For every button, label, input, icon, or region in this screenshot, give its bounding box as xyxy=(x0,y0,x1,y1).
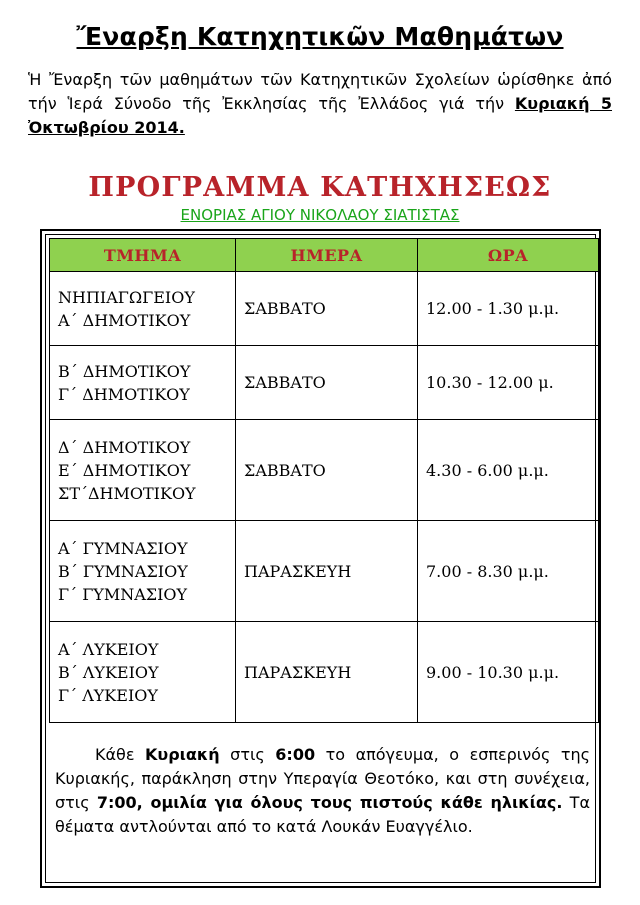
table-row xyxy=(50,521,599,622)
header-day: ΗΜΕΡΑ xyxy=(236,239,418,272)
section-line: Α΄ ΛΥΚΕΙΟΥ xyxy=(58,639,159,659)
note-text: Κάθε xyxy=(95,745,146,764)
time-cell: 4.30 - 6.00 μ.μ. xyxy=(418,420,599,521)
time-cell: 10.30 - 12.00 μ. xyxy=(418,346,599,420)
section-cell xyxy=(50,346,236,420)
time-cell: 12.00 - 1.30 μ.μ. xyxy=(418,272,599,346)
section-line: ΝΗΠΙΑΓΩΓΕΙΟΥ xyxy=(58,287,195,307)
sunday-note xyxy=(55,743,590,839)
section-line: Β΄ ΔΗΜΟΤΙΚΟΥ xyxy=(58,361,191,381)
section-line: Ε΄ ΔΗΜΟΤΙΚΟΥ xyxy=(58,460,191,480)
section-cell xyxy=(50,622,236,723)
section-line: Β΄ ΓΥΜΝΑΣΙΟΥ xyxy=(58,561,188,581)
header-time: ΩΡΑ xyxy=(418,239,599,272)
header-section: ΤΜΗΜΑ xyxy=(50,239,236,272)
note-bold-time: 6:00 xyxy=(275,745,316,764)
day-cell: ΠΑΡΑΣΚΕΥΗ xyxy=(236,622,418,723)
section-line: ΣΤ΄ΔΗΜΟΤΙΚΟΥ xyxy=(58,483,196,503)
schedule-title: ΠΡΟΓΡΑΜΜΑ ΚΑΤΗΧΗΣΕΩΣ xyxy=(88,172,552,203)
time-cell: 7.00 - 8.30 μ.μ. xyxy=(418,521,599,622)
intro-paragraph xyxy=(28,68,612,140)
table-row xyxy=(50,420,599,521)
section-cell xyxy=(50,272,236,346)
section-line: Α΄ ΓΥΜΝΑΣΙΟΥ xyxy=(58,538,188,558)
schedule-table xyxy=(49,238,599,723)
time-cell: 9.00 - 10.30 μ.μ. xyxy=(418,622,599,723)
day-cell: ΣΑΒΒΑΤΟ xyxy=(236,272,418,346)
day-cell: ΠΑΡΑΣΚΕΥΗ xyxy=(236,521,418,622)
schedule-frame xyxy=(40,229,601,888)
note-bold-talk: 7:00, ομιλία για όλους τους πιστούς κάθε ηλικίας. xyxy=(96,793,563,812)
intro-text: Ἡ Ἔναρξη τῶν μαθημάτων τῶν Κατηχητικῶν Σχολείων ὡρίσθηκε ἀπό τήν Ἱερά Σύνοδο τῆς Ἐκκλησίας τῆς Ἐλλάδος γιά τήν xyxy=(28,70,612,113)
section-line: Α΄ ΔΗΜΟΤΙΚΟΥ xyxy=(58,310,191,330)
note-bold-sunday: Κυριακή xyxy=(145,745,220,764)
table-row xyxy=(50,346,599,420)
page-title: Ἔναρξη Κατηχητικῶν Μαθημάτων xyxy=(76,22,564,51)
note-text: στις xyxy=(219,745,276,764)
section-line: Γ΄ ΔΗΜΟΤΙΚΟΥ xyxy=(58,384,190,404)
section-line: Β΄ ΛΥΚΕΙΟΥ xyxy=(58,662,159,682)
parish-name: ΕΝΟΡΙΑΣ ΑΓΙΟΥ ΝΙΚΟΛΑΟΥ ΣΙΑΤΙΣΤΑΣ xyxy=(180,206,460,224)
note-text: Τα θέματα αντλούνται από το κατά Λουκάν Ευαγγέλιο. xyxy=(55,793,590,836)
day-cell: ΣΑΒΒΑΤΟ xyxy=(236,346,418,420)
section-line: Γ΄ ΓΥΜΝΑΣΙΟΥ xyxy=(58,584,188,604)
section-line: Γ΄ ΛΥΚΕΙΟΥ xyxy=(58,685,158,705)
section-line: Δ΄ ΔΗΜΟΤΙΚΟΥ xyxy=(58,437,191,457)
table-row xyxy=(50,272,599,346)
note-text: το απόγευμα, ο εσπερινός της Κυριακής, παράκληση στην Υπεραγία Θεοτόκο, και στη συνέχεια, στις xyxy=(55,745,591,812)
start-date: Κυριακή 5 Ὀκτωβρίου 2014. xyxy=(28,94,613,137)
table-header-row xyxy=(50,239,599,272)
schedule-frame-inner xyxy=(45,234,596,883)
table-row xyxy=(50,622,599,723)
day-cell: ΣΑΒΒΑΤΟ xyxy=(236,420,418,521)
section-cell xyxy=(50,420,236,521)
section-cell xyxy=(50,521,236,622)
